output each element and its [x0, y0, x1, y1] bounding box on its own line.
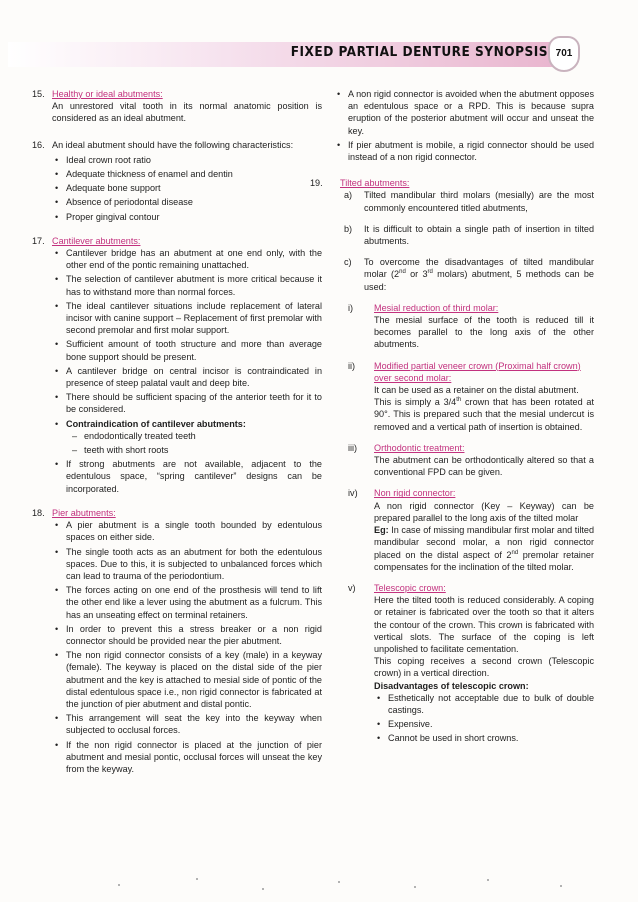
page-number-badge: 701 — [548, 36, 580, 72]
section-16 — [32, 139, 322, 223]
example-label: Eg: — [374, 525, 389, 536]
method-label: iii) — [348, 442, 358, 453]
method-title: Orthodontic treatment: — [374, 442, 465, 453]
pier-continued-list — [322, 88, 594, 163]
cantilever-list — [52, 247, 322, 495]
list-item: • This arrangement will seat the key into the keyway when subjected to occlusal forces. — [52, 712, 322, 736]
section-text: An unrestored vital tooth in its normal anatomic position is considered as an ideal abutment. — [52, 101, 322, 124]
section-title: Cantilever abutments: — [52, 235, 141, 246]
method-ii — [344, 360, 594, 433]
list-item: – endodontically treated teeth — [66, 430, 322, 442]
list-item: • Cannot be used in short crowns. — [374, 732, 594, 744]
list-item: • If strong abutments are not available, adjacent to the edentulous space, “spring cantilever” designs can be incorporated. — [52, 458, 322, 495]
text-part: premolar retainer compensates for the inclination of the tilted molar. — [374, 549, 594, 572]
sub-label: c) — [344, 257, 352, 268]
method-i — [344, 302, 594, 351]
sub-label: b) — [344, 223, 353, 234]
section-15 — [32, 88, 322, 125]
section-title: Tilted abutments: — [340, 178, 410, 189]
method-text: Here the tilted tooth is reduced considerably. A coping or retainer is fabricated over the tooth so that it alters the contour of the crown. This crown is fabricated with vertical slots. The surface of the coping is left unpolished to facilitate cementation. — [374, 595, 594, 654]
sub-text: Tilted mandibular third molars (mesially) are the most commonly encountered titled abutments, — [364, 190, 594, 213]
method-label: iv) — [348, 488, 358, 499]
list-item: • In order to prevent this a stress breaker or a non rigid connector should be provided near the pier abutment. — [52, 623, 322, 647]
page-title: FIXED PARTIAL DENTURE SYNOPSIS — [290, 44, 548, 60]
subsection-b — [344, 223, 594, 247]
superscript: th — [456, 397, 462, 404]
method-text: This coping receives a second crown (Telescopic crown) in a vertical direction. — [374, 656, 594, 679]
method-text — [374, 396, 594, 433]
superscript: nd — [399, 269, 406, 276]
method-title: Modified partial veneer crown (Proximal half crown) over second molar: — [374, 360, 581, 383]
section-number: 15. — [32, 89, 45, 99]
list-item — [52, 418, 322, 457]
pier-list — [52, 519, 322, 775]
left-column — [32, 88, 322, 785]
section-17 — [32, 235, 322, 495]
method-v — [344, 582, 594, 745]
section-title: Pier abutments: — [52, 507, 116, 518]
text-part: To overcome the disadvantages of tilted mandibular molar (2 — [364, 257, 594, 280]
method-text: The abutment can be orthodontically altered so that a conventional FPD can be given. — [374, 455, 594, 478]
method-iii — [344, 442, 594, 479]
scan-speckle — [414, 886, 416, 888]
method-title: Mesial reduction of third molar: — [374, 302, 499, 313]
text-part: crown that has been rotated at 90°. This is prepared such that the mesial undercut is removed and a vertical path of insertion is obtained. — [374, 397, 594, 432]
subsection-a — [344, 189, 594, 213]
section-18 — [32, 507, 322, 775]
list-item: • If the non rigid connector is placed at the junction of pier abutment and mesial pontic, occlusal forces will unseat the key from the keyway. — [52, 739, 322, 776]
contraindication-title: Contraindication of cantilever abutments: — [66, 418, 246, 429]
text-part: In case of missing mandibular first molar and tilted mandibular second molar, a non rigid connector placed on the distal aspect of 2 — [374, 525, 594, 560]
method-title: Telescopic crown: — [374, 582, 446, 593]
method-label: i) — [348, 302, 354, 313]
text-part: This is simply a 3/4 — [374, 397, 457, 408]
section-number: 18. — [32, 507, 45, 518]
text-part: molars) abutment, 5 methods can be used: — [364, 269, 594, 292]
method-title: Non rigid connector: — [374, 488, 456, 499]
sub-text — [364, 256, 594, 293]
method-label: ii) — [348, 360, 356, 371]
contraindication-list — [66, 430, 322, 456]
section-19 — [310, 177, 594, 744]
section-number: 16. — [32, 139, 45, 150]
method-text: A non rigid connector (Key – Keyway) can be prepared parallel to the long axis of the tilted molar — [374, 500, 594, 523]
superscript: rd — [427, 269, 433, 276]
list-item: • A non rigid connector is avoided when the abutment opposes an edentulous space or a RPD. This is because supra eruption of the posterior abutment will occur and unseat the key. — [334, 88, 594, 137]
example-text — [374, 524, 594, 573]
disadvantages-title: Disadvantages of telescopic crown: — [374, 680, 529, 691]
list-item: • Ideal crown root ratio — [52, 154, 322, 166]
section-number: 17. — [32, 235, 45, 246]
list-item: • There should be sufficient spacing of the anterior teeth for it to be considered. — [52, 391, 322, 415]
method-label: v) — [348, 582, 356, 593]
disadvantages-list — [374, 692, 594, 745]
section-title: Healthy or ideal abutments: — [52, 89, 163, 99]
right-column — [310, 88, 594, 755]
list-item: • If pier abutment is mobile, a rigid connector should be used instead of a non rigid connector. — [334, 139, 594, 163]
scan-speckle — [487, 879, 489, 881]
list-item: • Sufficient amount of tooth structure and more than average bone support should be present. — [52, 338, 322, 362]
list-item: • A cantilever bridge on central incisor is contraindicated in presence of steep palatal vault and deep bite. — [52, 365, 322, 389]
scan-speckle — [118, 884, 120, 886]
scan-speckle — [262, 888, 264, 890]
list-item: • Expensive. — [374, 718, 594, 730]
list-item: • The non rigid connector consists of a key (male) in a keyway (female). The keyway is placed on the distal side of the pier abutment and the key is attached to mesial side of pontic of the distal edentulous space i.e., non rigid connector is fabricated at the junction of pier abutment and distal pontic. — [52, 649, 322, 710]
text-part: or 3 — [405, 269, 428, 280]
list-item: • Esthetically not acceptable due to bulk of double castings. — [374, 692, 594, 716]
list-item: • The forces acting on one end of the prosthesis will tend to lift the other end like a lever using the abutment as a fulcrum. This has an unseating effect on terminal retainers. — [52, 584, 322, 621]
method-text: It can be used as a retainer on the distal abutment. — [374, 385, 579, 396]
list-item: • Proper gingival contour — [52, 211, 322, 223]
list-item: – teeth with short roots — [66, 444, 322, 456]
list-item: • Cantilever bridge has an abutment at one end only, with the other end of the pontic remaining unattached. — [52, 247, 322, 271]
list-item: • The selection of cantilever abutment is more critical because it has to withstand more than normal forces. — [52, 273, 322, 297]
superscript: nd — [511, 549, 519, 556]
list-item: • Adequate thickness of enamel and dentin — [52, 168, 322, 180]
characteristics-list — [52, 154, 322, 223]
sub-label: a) — [344, 190, 353, 201]
section-number: 19. — [310, 178, 323, 189]
section-intro: An ideal abutment should have the following characteristics: — [52, 139, 294, 150]
method-text: The mesial surface of the tooth is reduced till it becomes parallel to the long axis of the other abutments. — [374, 315, 594, 350]
sub-text: It is difficult to obtain a single path of insertion in tilted abutments. — [364, 223, 594, 247]
method-iv — [344, 487, 594, 572]
list-item: • A pier abutment is a single tooth bounded by edentulous spaces on either side. — [52, 519, 322, 543]
scan-speckle — [560, 885, 562, 887]
subsection-c — [344, 256, 594, 293]
list-item: • Adequate bone support — [52, 182, 322, 194]
scan-speckle — [196, 878, 198, 880]
list-item: • Absence of periodontal disease — [52, 196, 322, 208]
scan-speckle — [338, 881, 340, 883]
list-item: • The single tooth acts as an abutment for both the edentulous spaces. Due to this, it is subjected to unbalanced forces which can lead to trauma of the periodontium. — [52, 546, 322, 583]
list-item: • The ideal cantilever situations include replacement of lateral incisor with canine support – Replacement of first premolar with second premolar and first molar support. — [52, 300, 322, 337]
